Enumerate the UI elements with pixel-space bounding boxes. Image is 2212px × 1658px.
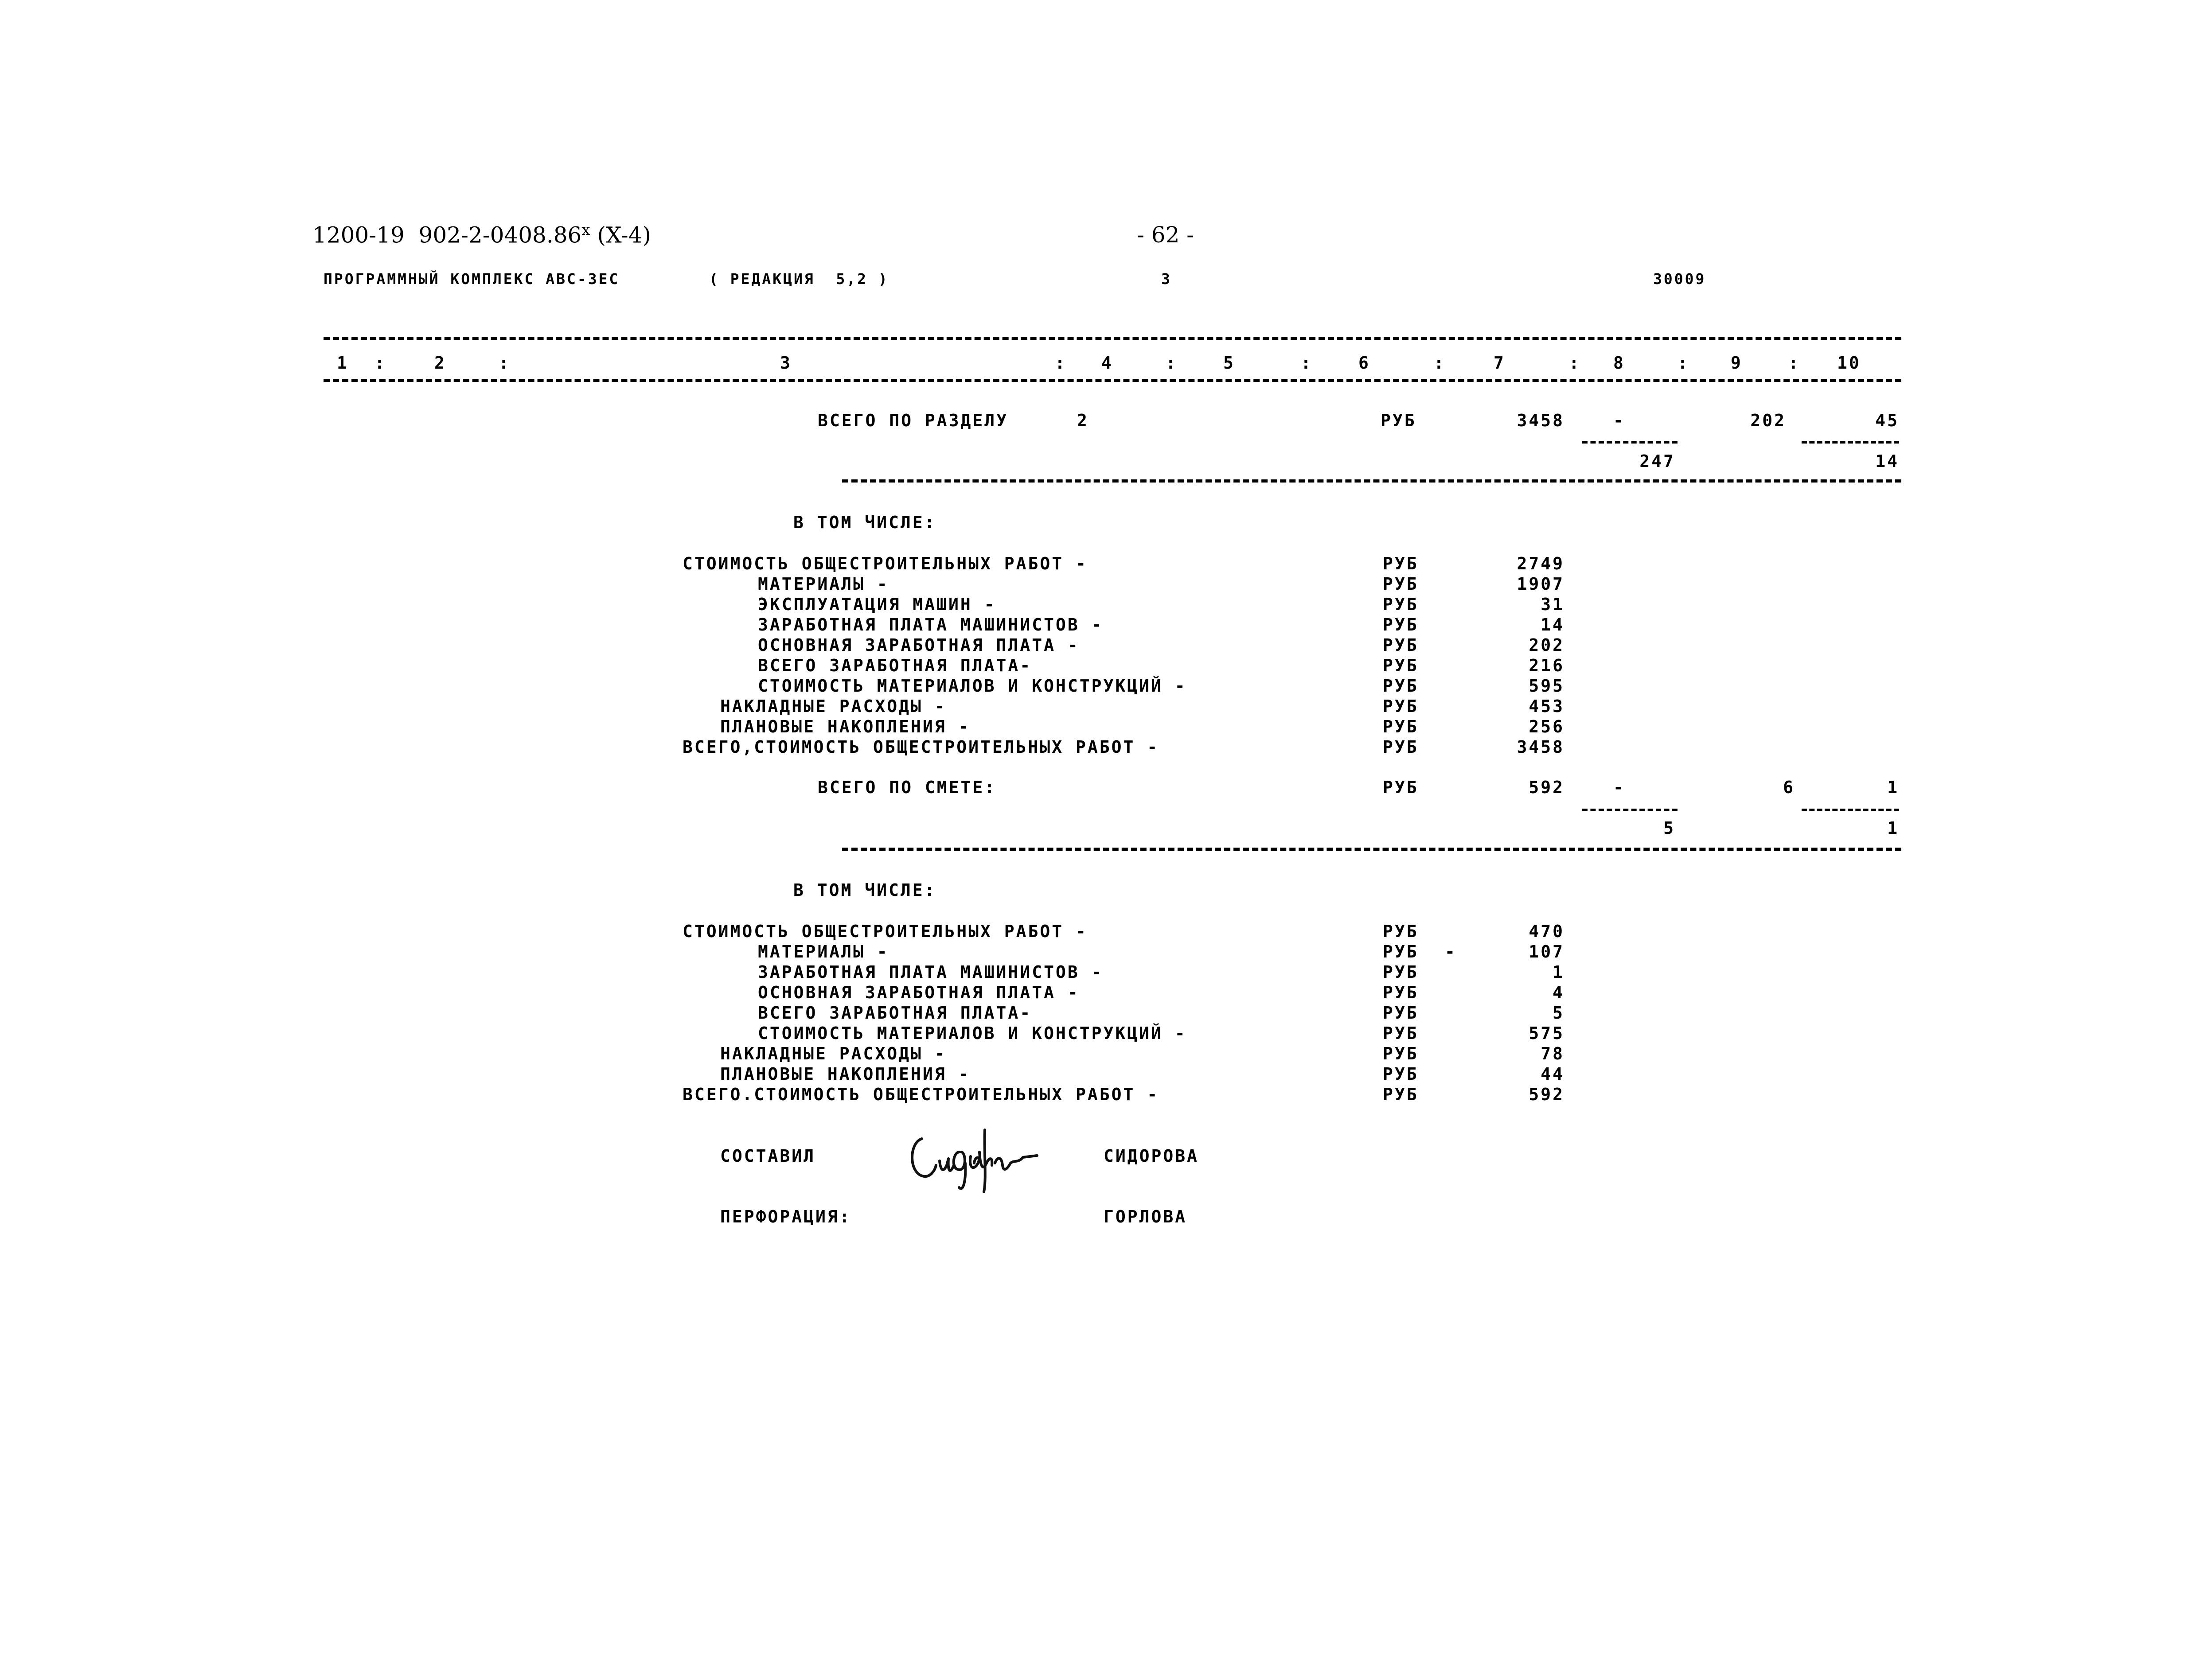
estimate-col7: 592 bbox=[1529, 778, 1564, 797]
estimate-col8-sub: 5 bbox=[1663, 818, 1675, 838]
list-item-unit: РУБ bbox=[1383, 922, 1419, 941]
list-item-label: ВСЕГО.СТОИМОСТЬ ОБЩЕСТРОИТЕЛЬНЫХ РАБОТ - bbox=[683, 1085, 1159, 1104]
list-item-value: 216 bbox=[1529, 656, 1564, 675]
col-sep: : bbox=[1166, 353, 1178, 373]
list-item-unit: РУБ bbox=[1383, 615, 1419, 634]
list-item-value: 592 bbox=[1529, 1085, 1564, 1104]
list-item-unit: РУБ bbox=[1383, 656, 1419, 675]
list-item-dash: - bbox=[1445, 942, 1457, 961]
total-col10-sub: 14 bbox=[1875, 451, 1899, 471]
section-total-rule bbox=[842, 479, 1901, 483]
edition: ( РЕДАКЦИЯ 5,2 ) bbox=[709, 270, 889, 288]
col-num-10: 10 bbox=[1837, 353, 1861, 373]
estimate-col10: 1 bbox=[1887, 778, 1899, 797]
list-item-value: 202 bbox=[1529, 635, 1564, 655]
doc-code-suffix: (X-4) bbox=[590, 222, 651, 248]
estimate-col10-sub: 1 bbox=[1887, 818, 1899, 838]
document-code bbox=[312, 222, 651, 246]
signature-image bbox=[904, 1121, 1050, 1196]
list-item-value: 595 bbox=[1529, 676, 1564, 696]
list-item-label: НАКЛАДНЫЕ РАСХОДЫ - bbox=[720, 1044, 947, 1063]
total-col10: 45 bbox=[1875, 411, 1899, 430]
col10-divider bbox=[1802, 809, 1899, 811]
list-item-unit: РУБ bbox=[1383, 1064, 1419, 1084]
perforation-label: ПЕРФОРАЦИЯ: bbox=[720, 1207, 851, 1226]
list-item-value: 107 bbox=[1529, 942, 1564, 961]
estimate-col8: - bbox=[1613, 778, 1625, 797]
compiled-label: СОСТАВИЛ bbox=[720, 1146, 816, 1166]
col-num-8: 8 bbox=[1613, 353, 1625, 373]
list-item-label: МАТЕРИАЛЫ - bbox=[758, 942, 889, 961]
header-bottom-rule bbox=[324, 379, 1901, 382]
list-item-value: 470 bbox=[1529, 922, 1564, 941]
list-item-label: СТОИМОСТЬ МАТЕРИАЛОВ И КОНСТРУКЦИЙ - bbox=[758, 676, 1187, 696]
list-item-label: ВСЕГО,СТОИМОСТЬ ОБЩЕСТРОИТЕЛЬНЫХ РАБОТ - bbox=[683, 737, 1159, 757]
list-item-unit: РУБ bbox=[1383, 697, 1419, 716]
list-item-unit: РУБ bbox=[1383, 983, 1419, 1002]
col-num-5: 5 bbox=[1223, 353, 1235, 373]
breakdown-heading: В ТОМ ЧИСЛЕ: bbox=[793, 513, 936, 532]
list-item-unit: РУБ bbox=[1383, 635, 1419, 655]
doc-code-superscript: x bbox=[581, 221, 590, 239]
list-item-value: 44 bbox=[1541, 1064, 1564, 1084]
list-item-unit: РУБ bbox=[1383, 1003, 1419, 1023]
col-sep: : bbox=[499, 353, 511, 373]
table-top-rule bbox=[324, 337, 1901, 340]
list-item-value: 14 bbox=[1541, 615, 1564, 634]
doc-code-text: 1200-19 902-2-0408.86 bbox=[312, 222, 582, 248]
list-item-label: ЗАРАБОТНАЯ ПЛАТА МАШИНИСТОВ - bbox=[758, 615, 1104, 634]
code-number: 30009 bbox=[1653, 270, 1706, 288]
estimate-col9: 6 bbox=[1783, 778, 1795, 797]
list-item-label: СТОИМОСТЬ ОБЩЕСТРОИТЕЛЬНЫХ РАБОТ - bbox=[683, 922, 1088, 941]
col-sep: : bbox=[1569, 353, 1581, 373]
col-num-7: 7 bbox=[1494, 353, 1506, 373]
col8-divider bbox=[1582, 441, 1678, 444]
list-item-label: ЗАРАБОТНАЯ ПЛАТА МАШИНИСТОВ - bbox=[758, 962, 1104, 982]
list-item-unit: РУБ bbox=[1383, 942, 1419, 961]
col-sep: : bbox=[1301, 353, 1313, 373]
unit: РУБ bbox=[1381, 411, 1416, 430]
list-item-unit: РУБ bbox=[1383, 1085, 1419, 1104]
list-item-label: ПЛАНОВЫЕ НАКОПЛЕНИЯ - bbox=[720, 1064, 971, 1084]
col-num-4: 4 bbox=[1101, 353, 1113, 373]
total-col7: 3458 bbox=[1517, 411, 1564, 430]
list-item-value: 1 bbox=[1553, 962, 1564, 982]
list-item-label: ЭКСПЛУАТАЦИЯ МАШИН - bbox=[758, 595, 996, 614]
col-num-1: 1 bbox=[337, 353, 349, 373]
program-line: ПРОГРАММНЫЙ КОМПЛЕКС АВС-ЗЕС bbox=[324, 270, 620, 288]
list-item-unit: РУБ bbox=[1383, 962, 1419, 982]
col-sep: : bbox=[1788, 353, 1800, 373]
total-col9: 202 bbox=[1750, 411, 1786, 430]
estimate-total-rule bbox=[842, 848, 1901, 851]
list-item-unit: РУБ bbox=[1383, 717, 1419, 736]
list-item-label: ВСЕГО ЗАРАБОТНАЯ ПЛАТА- bbox=[758, 656, 1032, 675]
list-item-value: 3458 bbox=[1517, 737, 1564, 757]
list-item-unit: РУБ bbox=[1383, 574, 1419, 594]
list-item-value: 1907 bbox=[1517, 574, 1564, 594]
list-item-value: 2749 bbox=[1517, 554, 1564, 573]
compiled-name: СИДОРОВА bbox=[1104, 1146, 1199, 1166]
col-num-6: 6 bbox=[1358, 353, 1370, 373]
col-num-2: 2 bbox=[434, 353, 446, 373]
col-num-3: 3 bbox=[780, 353, 792, 373]
breakdown-heading: В ТОМ ЧИСЛЕ: bbox=[793, 880, 936, 900]
list-item-label: СТОИМОСТЬ ОБЩЕСТРОИТЕЛЬНЫХ РАБОТ - bbox=[683, 554, 1088, 573]
list-item-unit: РУБ bbox=[1383, 676, 1419, 696]
list-item-unit: РУБ bbox=[1383, 554, 1419, 573]
list-item-value: 4 bbox=[1553, 983, 1564, 1002]
list-item-unit: РУБ bbox=[1383, 737, 1419, 757]
section-number: 2 bbox=[1077, 411, 1089, 430]
col-sep: : bbox=[1055, 353, 1067, 373]
col8-divider bbox=[1582, 809, 1678, 811]
col-num-9: 9 bbox=[1731, 353, 1743, 373]
col10-divider bbox=[1802, 441, 1899, 444]
list-item-value: 78 bbox=[1541, 1044, 1564, 1063]
section-total-label: ВСЕГО ПО РАЗДЕЛУ bbox=[818, 411, 1009, 430]
list-item-label: ПЛАНОВЫЕ НАКОПЛЕНИЯ - bbox=[720, 717, 971, 736]
estimate-total-label: ВСЕГО ПО СМЕТЕ: bbox=[818, 778, 997, 797]
total-col8-sub: 247 bbox=[1639, 451, 1675, 471]
list-item-value: 575 bbox=[1529, 1024, 1564, 1043]
list-item-label: НАКЛАДНЫЕ РАСХОДЫ - bbox=[720, 697, 947, 716]
page-number: - 62 - bbox=[1137, 222, 1194, 248]
list-item-unit: РУБ bbox=[1383, 595, 1419, 614]
list-item-label: ВСЕГО ЗАРАБОТНАЯ ПЛАТА- bbox=[758, 1003, 1032, 1023]
list-item-label: СТОИМОСТЬ МАТЕРИАЛОВ И КОНСТРУКЦИЙ - bbox=[758, 1024, 1187, 1043]
list-item-value: 5 bbox=[1553, 1003, 1564, 1023]
list-item-value: 31 bbox=[1541, 595, 1564, 614]
col-sep: : bbox=[1434, 353, 1446, 373]
sheet-number: 3 bbox=[1161, 270, 1172, 288]
list-item-label: ОСНОВНАЯ ЗАРАБОТНАЯ ПЛАТА - bbox=[758, 635, 1080, 655]
list-item-label: ОСНОВНАЯ ЗАРАБОТНАЯ ПЛАТА - bbox=[758, 983, 1080, 1002]
total-col8: - bbox=[1613, 411, 1625, 430]
list-item-label: МАТЕРИАЛЫ - bbox=[758, 574, 889, 594]
unit: РУБ bbox=[1383, 778, 1419, 797]
list-item-unit: РУБ bbox=[1383, 1044, 1419, 1063]
list-item-value: 256 bbox=[1529, 717, 1564, 736]
col-sep: : bbox=[375, 353, 386, 373]
col-sep: : bbox=[1678, 353, 1689, 373]
perforation-name: ГОРЛОВА bbox=[1104, 1207, 1187, 1226]
list-item-unit: РУБ bbox=[1383, 1024, 1419, 1043]
list-item-value: 453 bbox=[1529, 697, 1564, 716]
